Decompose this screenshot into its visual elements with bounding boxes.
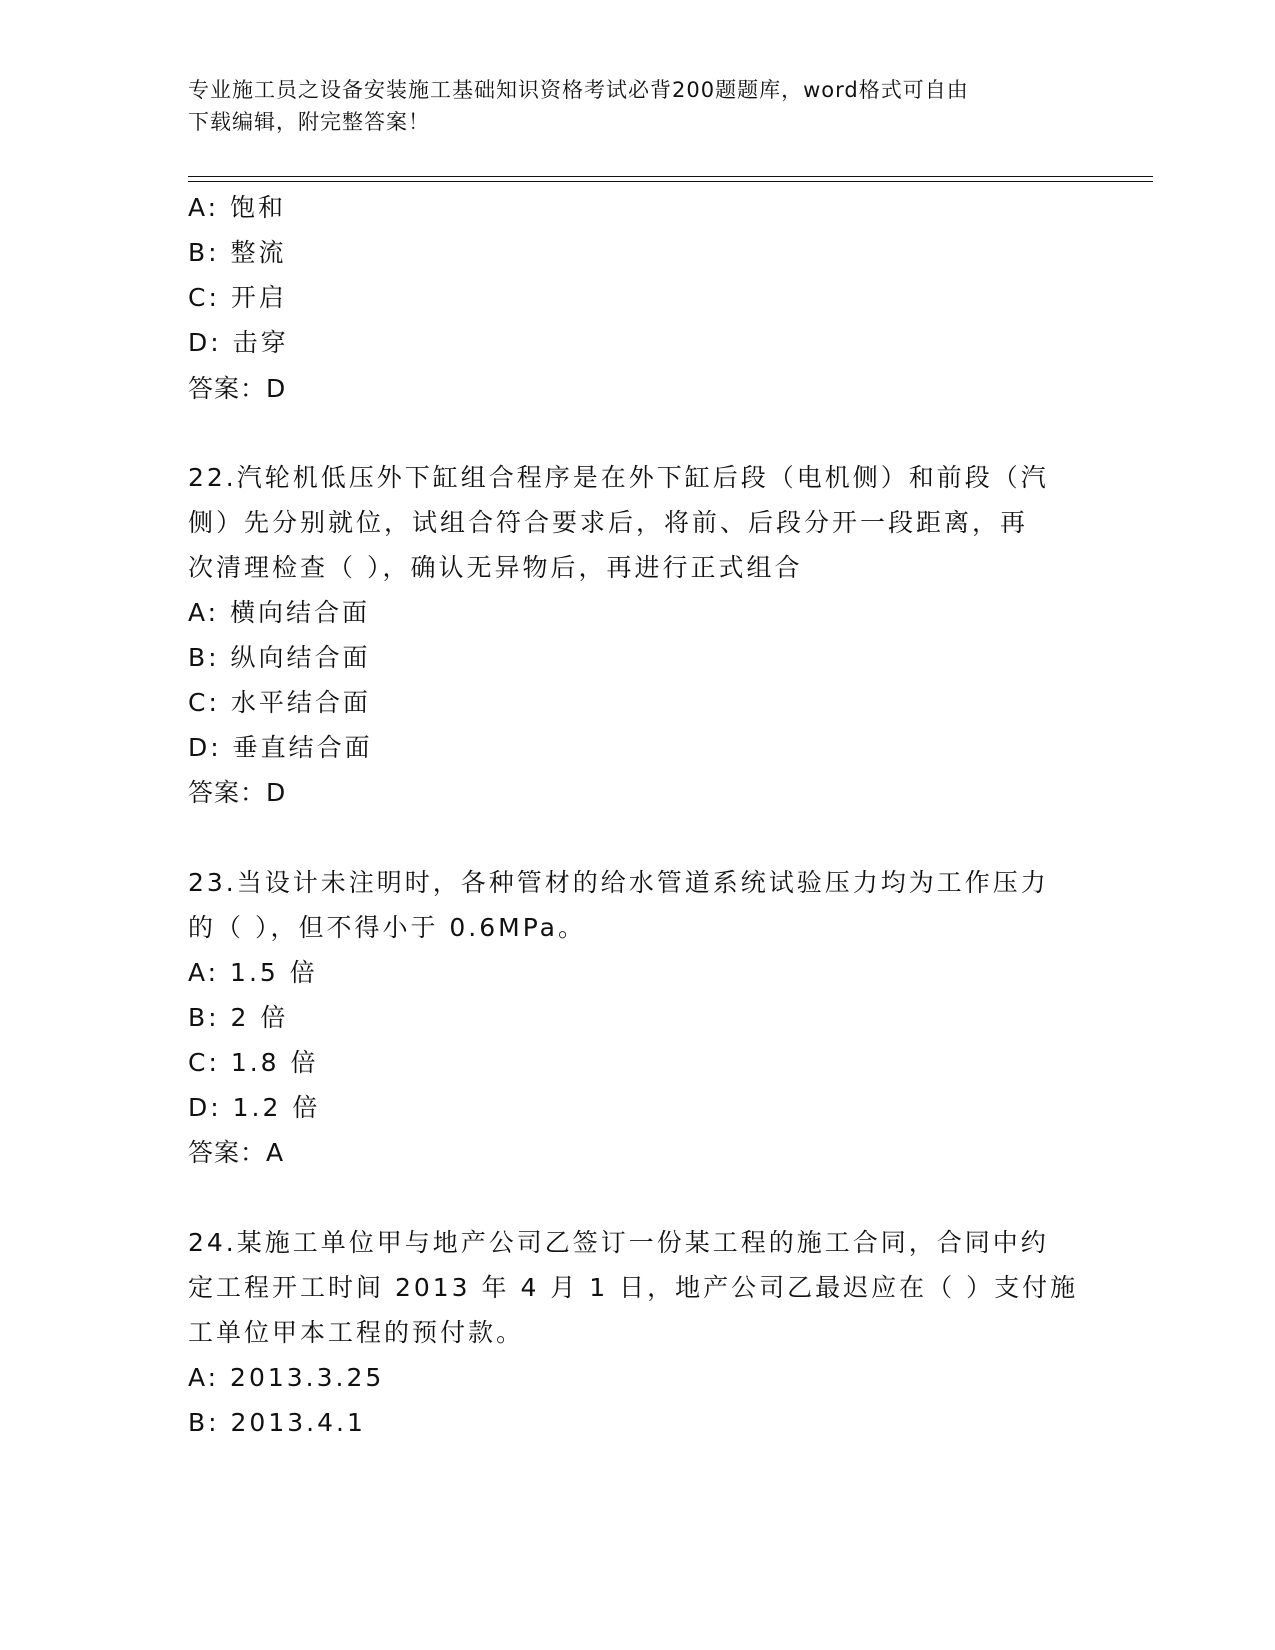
page-header	[188, 74, 1088, 138]
q22-stem-line-3: 次清理检查（ ），确认无异物后，再进行正式组合	[188, 553, 803, 582]
q23-option-b: B: 2 倍	[188, 1003, 289, 1032]
q21-option-c: C: 开启	[188, 283, 287, 312]
q22-option-c: C: 水平结合面	[188, 688, 371, 717]
header-divider-bottom	[188, 181, 1153, 182]
header-line-2: 下载编辑，附完整答案！	[188, 110, 430, 134]
q22-option-d: D: 垂直结合面	[188, 733, 373, 762]
header-divider-top	[188, 176, 1153, 177]
q22-answer: 答案：D	[188, 778, 287, 807]
q23-answer: 答案：A	[188, 1138, 285, 1167]
q21-option-b: B: 整流	[188, 238, 287, 267]
q24-option-b: B: 2013.4.1	[188, 1408, 366, 1437]
q24-option-a: A: 2013.3.25	[188, 1363, 385, 1392]
q24-stem-line-2: 定工程开工时间 2013 年 4 月 1 日，地产公司乙最迟应在（ ）支付施	[188, 1273, 1079, 1302]
q23-option-c: C: 1.8 倍	[188, 1048, 319, 1077]
q24-stem-line-3: 工单位甲本工程的预付款。	[188, 1318, 525, 1347]
q23-stem-line-2: 的（ ），但不得小于 0.6MPa。	[188, 913, 586, 942]
q24-stem-line-1: 24.某施工单位甲与地产公司乙签订一份某工程的施工合同，合同中约	[188, 1228, 1049, 1257]
q21-option-d: D: 击穿	[188, 328, 289, 357]
q22-option-b: B: 纵向结合面	[188, 643, 371, 672]
q23-option-d: D: 1.2 倍	[188, 1093, 321, 1122]
q22-option-a: A: 横向结合面	[188, 598, 371, 627]
q23-option-a: A: 1.5 倍	[188, 958, 318, 987]
q21-answer: 答案：D	[188, 374, 287, 403]
q22-stem-line-1: 22.汽轮机低压外下缸组合程序是在外下缸后段（电机侧）和前段（汽	[188, 463, 1049, 492]
q21-option-a: A: 饱和	[188, 193, 287, 222]
q22-stem-line-2: 侧）先分别就位，试组合符合要求后，将前、后段分开一段距离，再	[188, 508, 1029, 537]
q23-stem-line-1: 23.当设计未注明时，各种管材的给水管道系统试验压力均为工作压力	[188, 868, 1049, 897]
header-line-1: 专业施工员之设备安装施工基础知识资格考试必背200题题库，word格式可自由	[188, 78, 969, 102]
